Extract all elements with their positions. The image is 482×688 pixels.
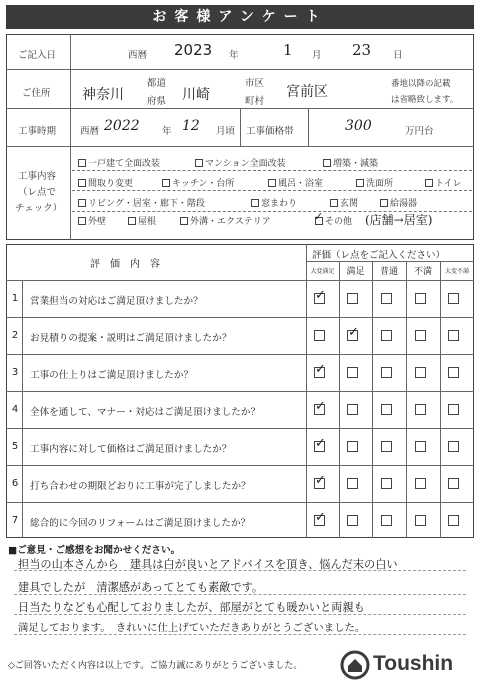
checkbox[interactable] <box>162 179 170 187</box>
question-number: 2 <box>11 330 19 341</box>
other-text: (店舗→居室) <box>365 213 433 227</box>
option-label: 外壁 <box>88 217 107 227</box>
content-label-3: チェック） <box>15 203 63 214</box>
rating-checkbox[interactable] <box>448 330 459 341</box>
rating-checkbox[interactable] <box>347 293 358 304</box>
evaluation-header-right: 評価（レ点をご記入ください） <box>312 250 446 261</box>
column-very-satisfied: 大変満足 <box>310 268 335 275</box>
question-number: 5 <box>11 441 19 452</box>
option-washroom[interactable] <box>356 176 393 189</box>
option-label: その他 <box>325 217 353 227</box>
footer-text: ◇ご回答いただく内容は以上です。ご協力誠にありがとうございました。 <box>8 661 303 671</box>
checkbox[interactable] <box>180 217 188 225</box>
brand-logo <box>340 648 476 682</box>
checkbox[interactable] <box>330 199 338 207</box>
rating-checkbox[interactable] <box>347 478 358 489</box>
option-label: 給湯器 <box>390 199 418 209</box>
rating-checkbox[interactable] <box>381 404 392 415</box>
date-month: 1 <box>283 41 293 59</box>
option-label: 洗面所 <box>366 179 394 189</box>
column-normal: 普通 <box>379 267 398 277</box>
date-month-unit: 月 <box>312 50 322 61</box>
period-era: 西暦 <box>80 126 100 137</box>
evaluation-header-left: 評 価 内 容 <box>90 259 160 270</box>
rating-checkbox[interactable] <box>415 478 426 489</box>
rating-checkbox[interactable] <box>381 367 392 378</box>
checkbox[interactable] <box>78 217 86 225</box>
date-day: 23 <box>352 41 372 59</box>
rating-checkbox[interactable] <box>381 330 392 341</box>
option-entrance[interactable] <box>330 196 358 209</box>
option-extension[interactable] <box>323 156 378 169</box>
content-label-1: 工事内容 <box>18 171 57 182</box>
address-pref-top: 都道 <box>147 78 167 89</box>
rating-checkbox[interactable] <box>381 441 392 452</box>
address-city: 川崎 <box>182 87 210 103</box>
price-value: 300 <box>345 118 372 134</box>
option-roof[interactable] <box>128 214 156 227</box>
question-number: 1 <box>11 293 19 304</box>
option-label: 外溝・エクステリア <box>190 217 271 227</box>
option-water-heater[interactable] <box>380 196 417 209</box>
option-label: 一戸建て全面改装 <box>88 159 161 169</box>
rating-checkbox[interactable] <box>415 404 426 415</box>
rating-checkbox[interactable] <box>347 367 358 378</box>
other-check-mark: ✓ <box>314 210 324 223</box>
date-day-unit: 日 <box>393 50 403 61</box>
checkbox[interactable] <box>78 199 86 207</box>
option-label: 玄関 <box>340 199 359 209</box>
rating-checkbox[interactable] <box>415 515 426 526</box>
question-text: 工事内容に対して価格はご満足頂けましたか？ <box>30 444 232 455</box>
column-very-dissatisfied: 大変不満 <box>444 268 469 275</box>
checkbox[interactable] <box>380 199 388 207</box>
option-label: リビング・居室・廊下・階段 <box>88 199 205 209</box>
question-number: 3 <box>11 367 19 378</box>
date-year-unit: 年 <box>229 50 239 61</box>
content-label-2: （レ点で <box>18 187 57 198</box>
checkbox[interactable] <box>195 159 203 167</box>
rating-checkbox[interactable] <box>415 330 426 341</box>
column-satisfied: 満足 <box>346 267 365 277</box>
date-year: 2023 <box>174 41 213 59</box>
rating-checkbox[interactable] <box>415 441 426 452</box>
option-full-house[interactable] <box>78 156 160 169</box>
page-title: お客様アンケート <box>6 5 474 29</box>
comment-line-1: 担当の山本さんから 建具は白が良いとアドバイスを頂き、悩んだ末の白い <box>18 558 398 571</box>
period-label: 工事時期 <box>18 126 57 137</box>
option-kitchen[interactable] <box>162 176 234 189</box>
option-toilet[interactable] <box>425 176 462 189</box>
period-month: 12 <box>182 118 200 134</box>
option-window[interactable] <box>251 196 297 209</box>
address-prefecture: 神奈川 <box>82 87 124 103</box>
house-logo-icon <box>340 650 370 680</box>
price-label: 工事価格帯 <box>246 126 294 137</box>
question-text: お見積りの提案・説明はご満足頂けましたか？ <box>30 333 232 344</box>
question-text: 総合的に今回のリフォームはご満足頂けましたか？ <box>30 518 251 529</box>
checkbox[interactable] <box>356 179 364 187</box>
option-label: キッチン・台所 <box>172 179 235 189</box>
comment-line-2: 建具でしたが 清潔感があってとても素敵です。 <box>18 581 264 594</box>
option-label: トイレ <box>435 179 462 189</box>
option-living[interactable] <box>78 196 205 209</box>
date-label: ご記入日 <box>18 50 57 61</box>
checkbox[interactable] <box>78 179 86 187</box>
option-label: 間取り変更 <box>88 179 134 189</box>
rating-tick: ✓ <box>315 473 326 488</box>
rating-tick: ✓ <box>315 362 326 377</box>
date-era: 西暦 <box>128 50 148 61</box>
rating-checkbox[interactable] <box>381 478 392 489</box>
rating-checkbox[interactable] <box>347 441 358 452</box>
column-dissatisfied: 不満 <box>413 267 432 277</box>
comments-label: ■ご意見・ご感想をお聞かせください。 <box>8 545 181 556</box>
option-exterior[interactable] <box>180 214 271 227</box>
rating-checkbox[interactable] <box>415 367 426 378</box>
question-number: 4 <box>11 404 19 415</box>
rating-tick: ✓ <box>315 436 326 451</box>
comment-line-3: 日当たりなども心配しておりましたが、部屋がとても暖かいと両親も <box>18 601 365 614</box>
comment-line-4: 満足しております。 きれいに仕上げていただきありがとうございました。 <box>18 622 366 634</box>
rating-checkbox[interactable] <box>448 478 459 489</box>
rating-tick: ✓ <box>315 399 326 414</box>
question-number: 7 <box>11 515 19 526</box>
checkbox[interactable] <box>425 179 433 187</box>
option-label: 風呂・浴室 <box>278 179 324 189</box>
address-note-line2: は省略致します。 <box>391 95 459 105</box>
option-label: 屋根 <box>138 217 157 227</box>
option-label: マンション全面改装 <box>205 159 286 169</box>
rating-tick: ✓ <box>348 325 359 340</box>
question-text: 工事の仕上りはご満足頂けましたか？ <box>30 370 194 381</box>
period-year: 2022 <box>104 118 140 134</box>
address-note-line1: 番地以降の記載 <box>391 79 451 89</box>
brand-name: Toushin <box>373 652 454 675</box>
rating-checkbox[interactable] <box>448 441 459 452</box>
checkbox[interactable] <box>268 179 276 187</box>
rating-tick: ✓ <box>315 288 326 303</box>
checkbox[interactable] <box>251 199 259 207</box>
rating-checkbox[interactable] <box>347 404 358 415</box>
option-full-mansion[interactable] <box>195 156 286 169</box>
rating-checkbox[interactable] <box>381 515 392 526</box>
address-city-top: 市区 <box>245 78 265 89</box>
rating-checkbox[interactable] <box>448 515 459 526</box>
rating-checkbox[interactable] <box>448 367 459 378</box>
option-exterior-wall[interactable] <box>78 214 106 227</box>
option-label: 窓まわり <box>261 199 298 209</box>
option-bath[interactable] <box>268 176 323 189</box>
question-text: 全体を通して、マナー・対応はご満足頂けましたか？ <box>30 407 261 418</box>
address-pref-bottom: 府県 <box>147 96 167 107</box>
question-text: 打ち合わせの期限どおりに工事が完了しましたか？ <box>30 481 251 492</box>
rating-checkbox[interactable] <box>448 404 459 415</box>
question-text: 営業担当の対応はご満足頂けましたか？ <box>30 296 203 307</box>
rating-checkbox[interactable] <box>381 293 392 304</box>
period-month-unit: 月頃 <box>216 126 236 137</box>
question-number: 6 <box>11 478 19 489</box>
period-year-unit: 年 <box>162 126 172 137</box>
rating-tick: ✓ <box>315 510 326 525</box>
checkbox[interactable] <box>78 159 86 167</box>
rating-checkbox[interactable] <box>448 293 459 304</box>
rating-checkbox[interactable] <box>347 515 358 526</box>
price-unit: 万円台 <box>405 126 434 137</box>
option-layout[interactable] <box>78 176 133 189</box>
checkbox[interactable] <box>323 159 331 167</box>
rating-checkbox[interactable] <box>314 330 325 341</box>
address-ward: 宮前区 <box>286 84 328 100</box>
checkbox[interactable] <box>128 217 136 225</box>
address-city-bottom: 町村 <box>245 96 265 107</box>
address-label: ご住所 <box>22 88 51 99</box>
rating-checkbox[interactable] <box>415 293 426 304</box>
option-label: 増築・減築 <box>333 159 379 169</box>
